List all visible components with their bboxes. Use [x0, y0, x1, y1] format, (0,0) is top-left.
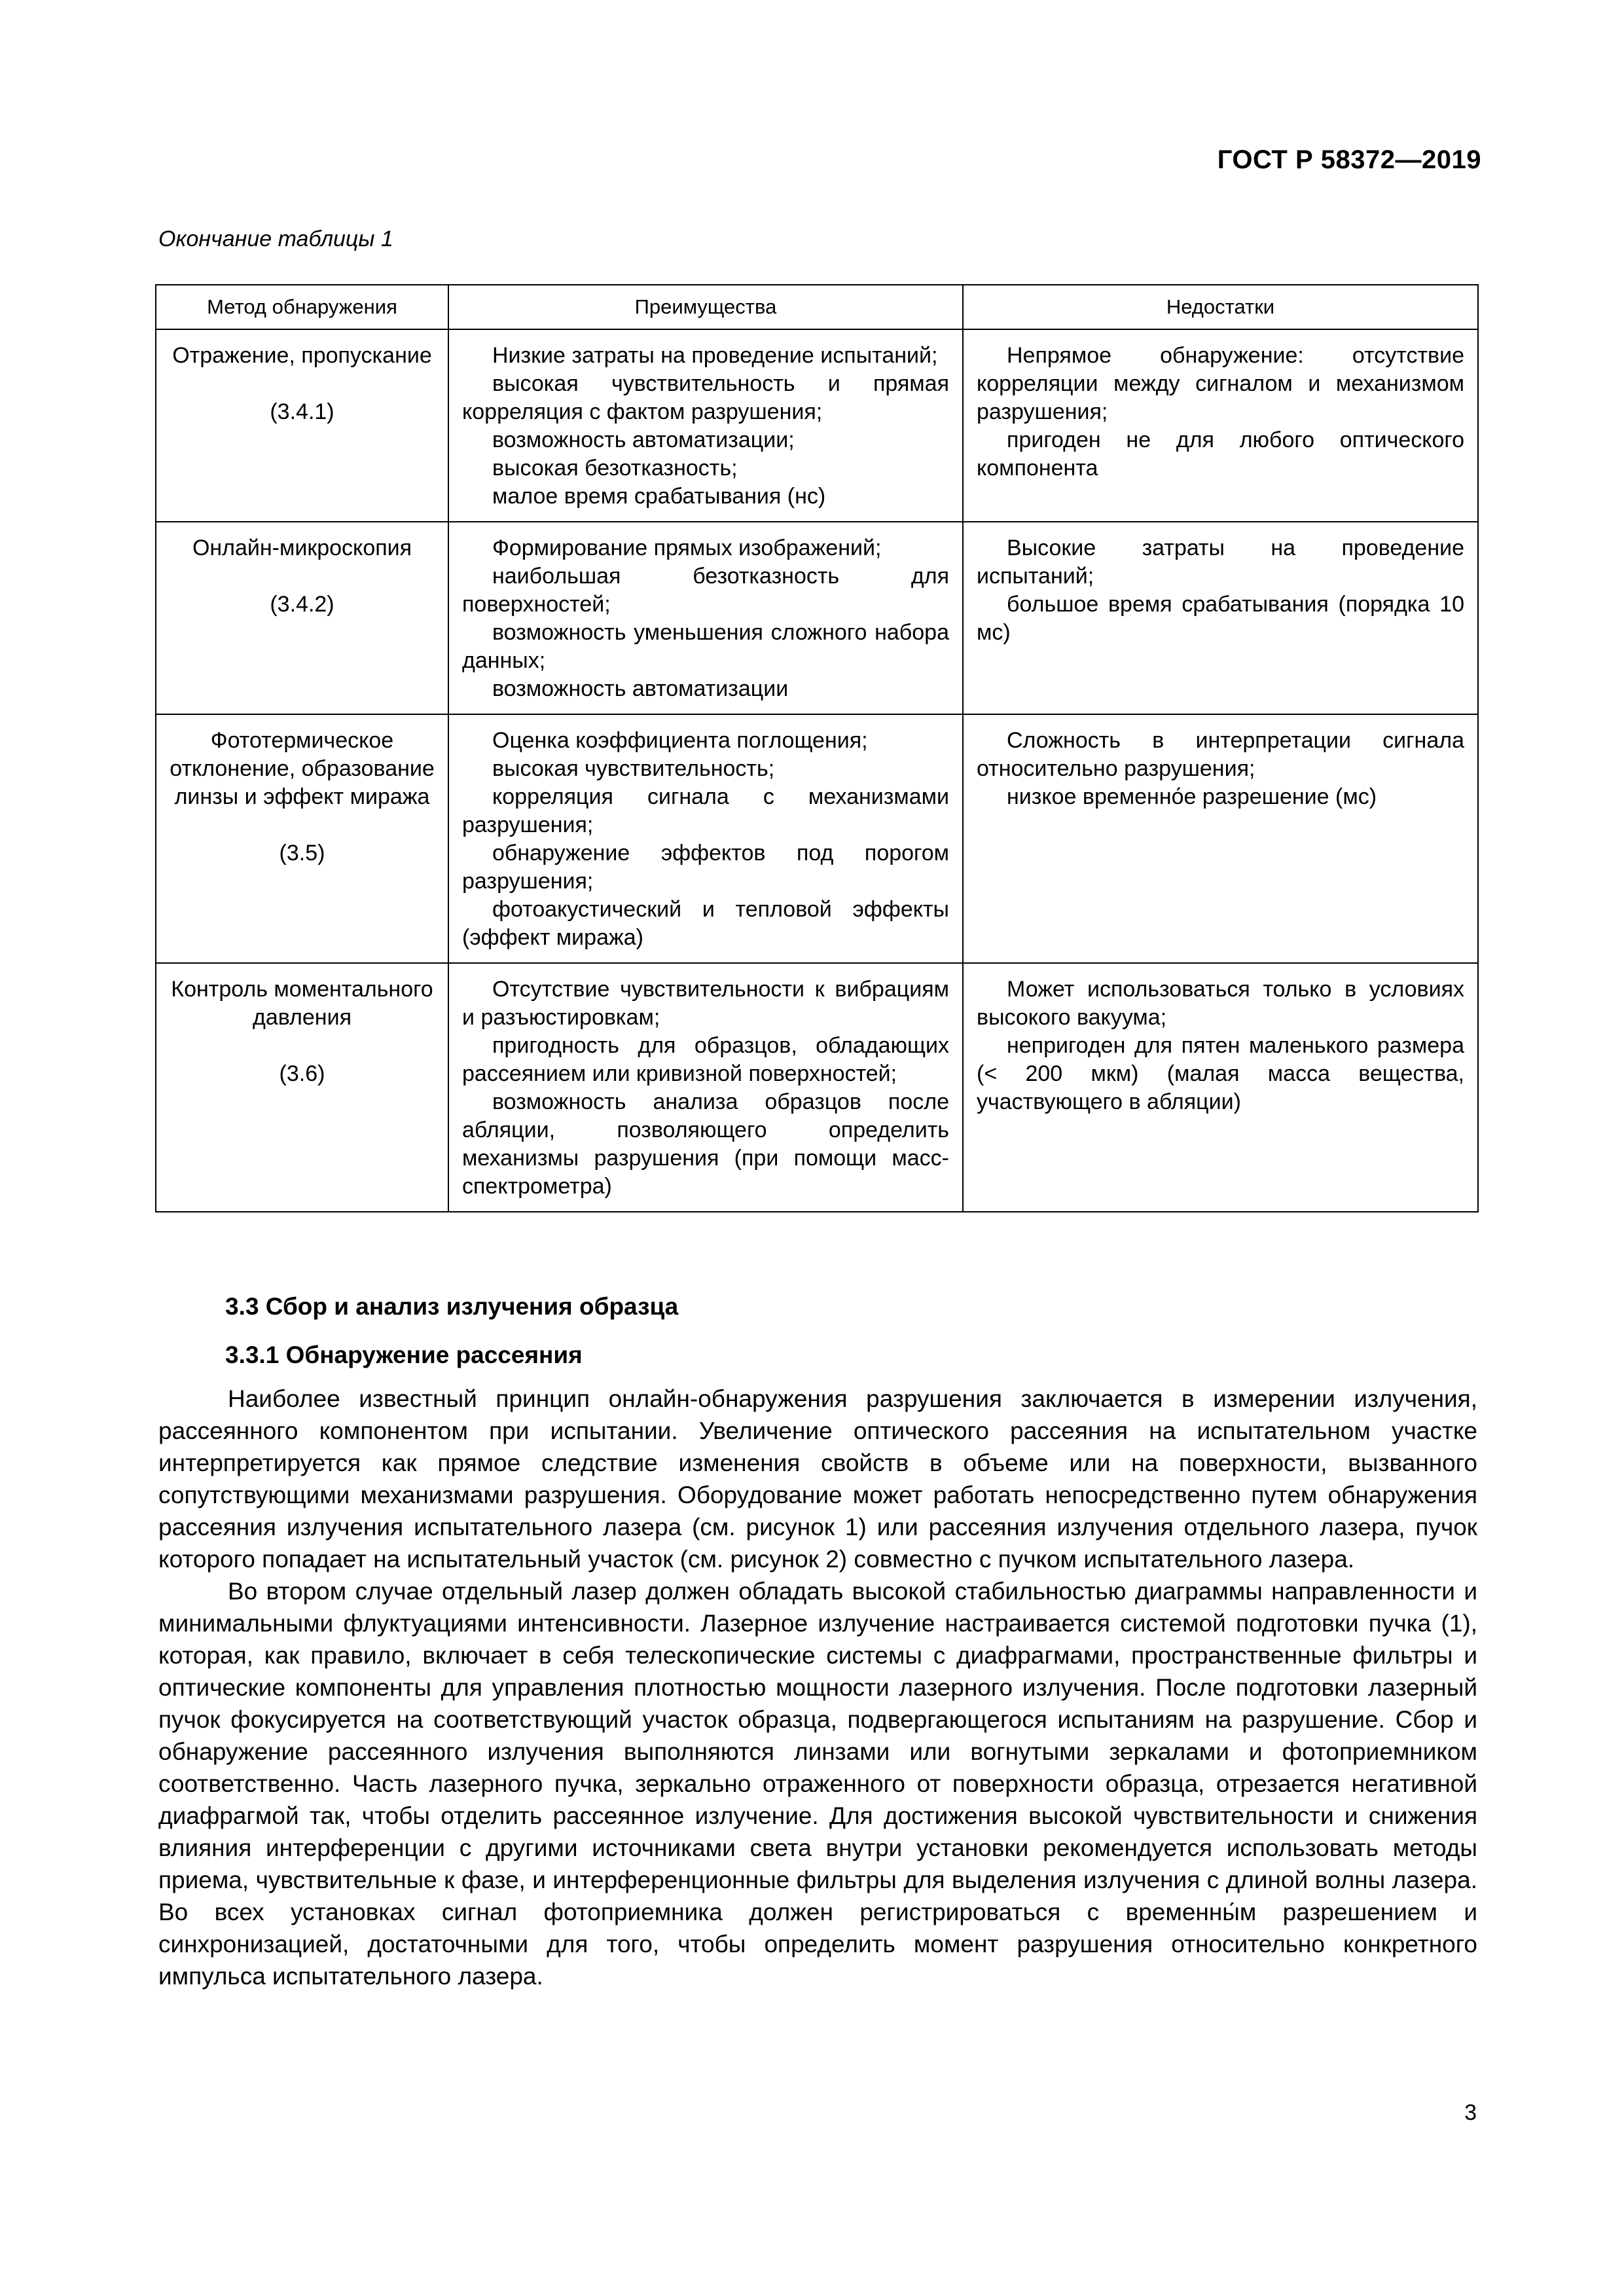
disadvantage-item: большое время срабатывания (порядка 10 мс) [977, 592, 1464, 645]
advantage-item: корреляция сигнала с механизмами разрушения; [462, 784, 949, 837]
advantage-item: обнаружение эффектов под порогом разрушения; [462, 841, 949, 894]
table-row [156, 963, 1478, 1212]
disadvantage-item: Может использоваться только в условиях высокого вакуума; [977, 977, 1464, 1030]
advantage-item: высокая безотказность; [492, 456, 738, 481]
disadvantage-item: непригоден для пятен маленького размера (< 200 мкм) (малая масса вещества, участвующего в абляции) [977, 1033, 1464, 1114]
method-name: Фототермическое отклонение, образование линзы и эффект миража [170, 728, 435, 809]
table-header-row [156, 285, 1478, 329]
advantage-item: возможность автоматизации; [492, 428, 795, 452]
advantage-item: высокая чувствительность; [492, 756, 775, 781]
disadvantage-item: низкое временно́е разрешение (мс) [1007, 784, 1377, 809]
column-header-advantages: Преимущества [448, 285, 963, 329]
advantage-item: высокая чувствительность и прямая корреляция с фактом разрушения; [462, 371, 949, 424]
advantage-item: возможность анализа образцов после абляции, позволяющего определить механизмы разрушения (при помощи масс-спектрометра) [462, 1089, 949, 1199]
body-text [158, 1383, 1477, 1992]
method-ref: (3.6) [279, 1061, 325, 1086]
disadvantage-item: пригоден не для любого оптического компонента [977, 428, 1464, 481]
advantage-item: пригодность для образцов, обладающих рассеянием или кривизной поверхностей; [462, 1033, 949, 1086]
disadvantage-item: Непрямое обнаружение: отсутствие корреляции между сигналом и механизмом разрушения; [977, 343, 1464, 424]
table-row [156, 522, 1478, 714]
method-ref: (3.4.1) [270, 399, 334, 424]
subsection-title: 3.3.1 Обнаружение рассеяния [225, 1341, 583, 1368]
advantage-item: Низкие затраты на проведение испытаний; [492, 343, 938, 368]
method-name: Онлайн-микроскопия [192, 536, 412, 560]
method-cell [156, 522, 448, 714]
method-ref: (3.4.2) [270, 592, 334, 617]
section-title: 3.3 Сбор и анализ излучения образца [225, 1293, 679, 1320]
method-cell [156, 329, 448, 522]
advantage-item: возможность автоматизации [492, 676, 789, 701]
method-name: Контроль моментального давления [171, 977, 433, 1030]
column-header-disadvantages: Недостатки [963, 285, 1478, 329]
advantage-item: Оценка коэффициента поглощения; [492, 728, 868, 753]
disadvantage-item: Сложность в интерпретации сигнала относительно разрушения; [977, 728, 1464, 781]
advantage-item: наибольшая безотказность для поверхностей; [462, 564, 949, 617]
method-ref: (3.5) [279, 841, 325, 866]
table-caption: Окончание таблицы 1 [158, 227, 393, 251]
advantages-cell [448, 963, 963, 1212]
advantage-item: возможность уменьшения сложного набора данных; [462, 620, 949, 673]
advantage-item: Отсутствие чувствительности к вибрациям и разъюстировкам; [462, 977, 949, 1030]
advantages-cell [448, 329, 963, 522]
body-paragraph: Наиболее известный принцип онлайн-обнаружения разрушения заключается в измерении излучения, рассеянного компонентом при испытании. Увеличение оптического рассеяния на испытательном участке интерпретируется как прямое следствие изменения свойств в объеме или на поверхности, вызванного сопутствующими механизмами разрушения. Оборудование может работать непосредственно путем обнаружения рассеяния излучения испытательного лазера (см. рисунок 1) или рассеяния излучения отдельного лазера, пучок которого попадает на испытательный участок (см. рисунок 2) совместно с пучком испытательного лазера. [158, 1385, 1477, 1573]
disadvantages-cell [963, 714, 1478, 963]
advantages-cell [448, 522, 963, 714]
advantages-cell [448, 714, 963, 963]
column-header-method: Метод обнаружения [156, 285, 448, 329]
method-cell [156, 963, 448, 1212]
table-row [156, 329, 1478, 522]
body-paragraph: Во втором случае отдельный лазер должен обладать высокой стабильностью диаграммы направленности и минимальными флуктуациями интенсивности. Лазерное излучение настраивается системой подготовки пучка (1), которая, как правило, включает в себя телескопические системы с диафрагмами, пространственные фильтры и оптические компоненты для управления плотностью мощности лазерного излучения. После подготовки лазерный пучок фокусируется на соответствующий участок образца, подвергающегося испытаниям на разрушение. Сбор и обнаружение рассеянного излучения выполняются линзами или вогнутыми зеркалами и фотоприемником соответственно. Часть лазерного пучка, зеркально отраженного от поверхности образца, отрезается негативной диафрагмой так, чтобы отделить рассеянное излучение. Для достижения высокой чувствительности и снижения влияния интерференции с другими источниками света внутри установки рекомендуется использовать методы приема, чувствительные к фазе, и интерференционные фильтры для выделения излучения с длиной волны лазера. Во всех установках сигнал фотоприемника должен регистрироваться с временны́м разрешением и синхронизацией, достаточными для того, чтобы определить момент разрушения относительно конкретного импульса испытательного лазера. [158, 1578, 1477, 1990]
page-number: 3 [1464, 2100, 1477, 2125]
table-row [156, 714, 1478, 963]
disadvantages-cell [963, 329, 1478, 522]
method-name: Отражение, пропускание [172, 343, 432, 368]
document-code: ГОСТ Р 58372—2019 [1217, 145, 1481, 174]
methods-table [155, 284, 1479, 1212]
method-cell [156, 714, 448, 963]
disadvantages-cell [963, 963, 1478, 1212]
advantage-item: малое время срабатывания (нс) [492, 484, 826, 509]
advantage-item: Формирование прямых изображений; [492, 536, 882, 560]
disadvantages-cell [963, 522, 1478, 714]
disadvantage-item: Высокие затраты на проведение испытаний; [977, 536, 1464, 589]
advantage-item: фотоакустический и тепловой эффекты (эффект миража) [462, 897, 949, 950]
